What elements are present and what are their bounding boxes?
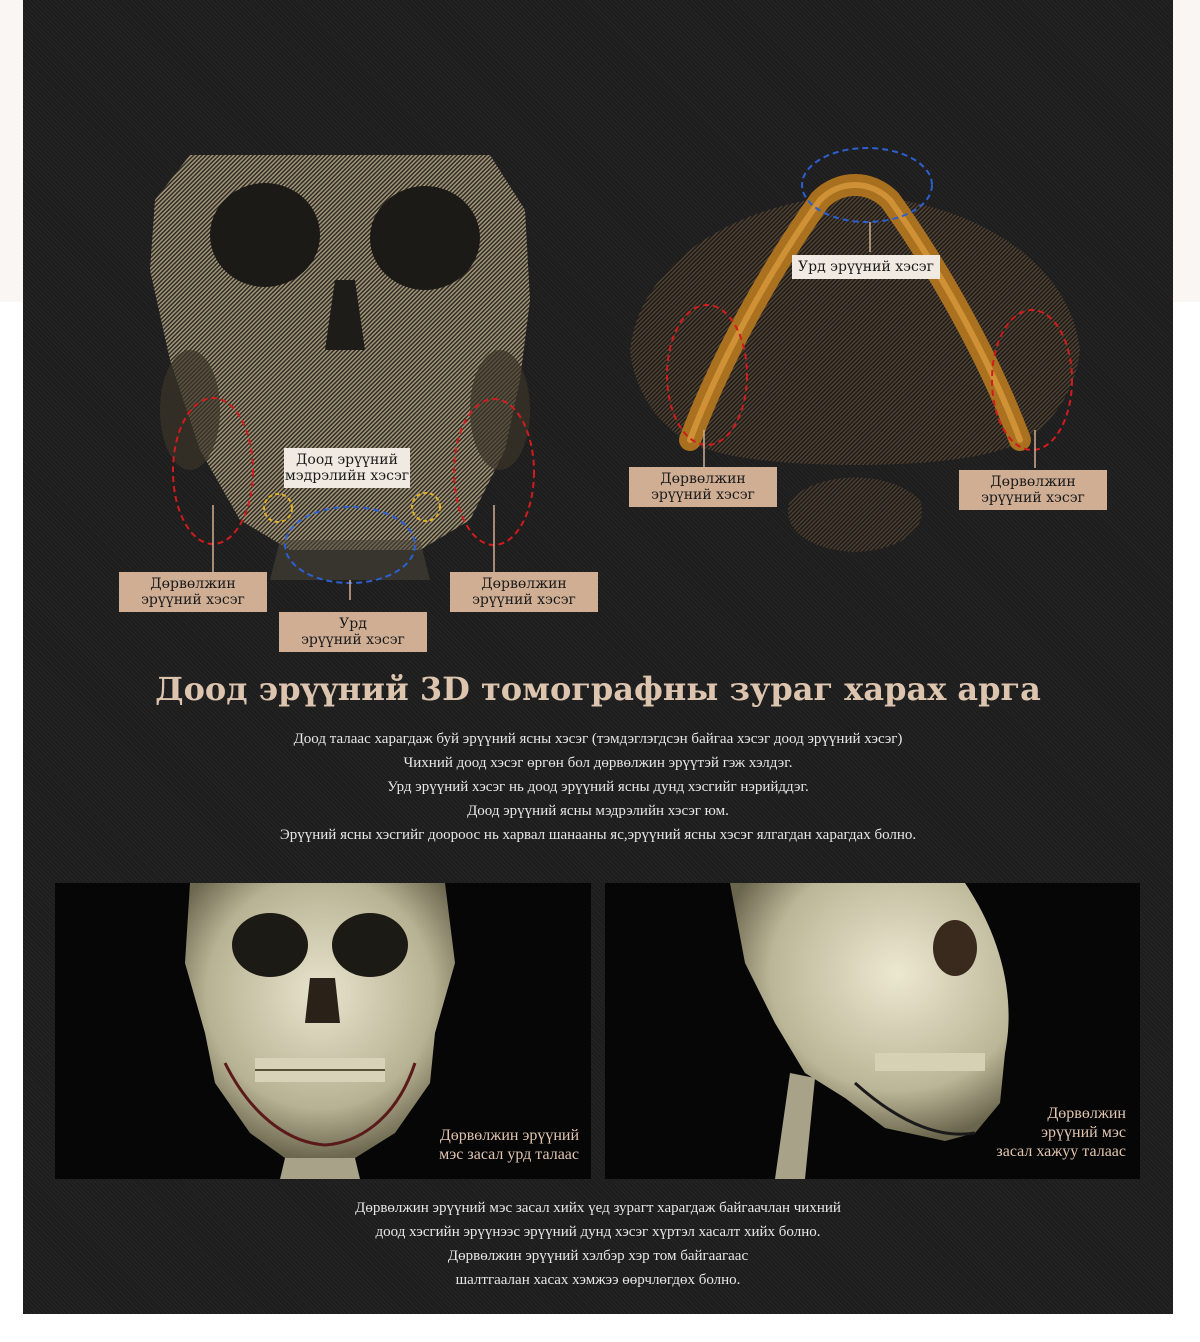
photo-front-view (55, 883, 591, 1179)
description-line: Урд эрүүний хэсэг нь доод эрүүний ясны дунд хэсгийг нэрийддэг. (387, 779, 809, 795)
description-line: Чихний доод хэсэг өргөн бол дөрвөлжин эрүүтэй гэж хэлдэг. (403, 755, 793, 771)
label-square-jaw-left-2: Дөрвөлжин эрүүний хэсэг (629, 467, 777, 507)
label-square-jaw-right-2: Дөрвөлжин эрүүний хэсэг (959, 470, 1107, 510)
label-front-jaw-2: Урд эрүүний хэсэг (792, 255, 940, 279)
label-nerve: Доод эрүүний мэдрэлийн хэсэг (284, 448, 410, 488)
caption-side-view: Дөрвөлжин эрүүний мэс засал хажуу талаас (996, 1105, 1126, 1160)
description-line: Дөрвөлжин эрүүний мэс засал хийх үед зурагт харагдаж байгаачлан чихний (355, 1200, 841, 1216)
description-line: доод хэсгийн эрүүнээс эрүүний дунд хэсэг хүртэл хасалт хийх болно. (375, 1224, 821, 1240)
description-line: шалтгаалан хасах хэмжээ өөрчлөгдөх болно. (455, 1272, 741, 1288)
description-line: Доод эрүүний ясны мэдрэлийн хэсэг юм. (467, 803, 729, 819)
label-square-jaw-right: Дөрвөлжин эрүүний хэсэг (450, 572, 598, 612)
section-title: Доод эрүүний 3D томографны зураг харах арга (155, 670, 1041, 708)
label-square-jaw-left: Дөрвөлжин эрүүний хэсэг (119, 572, 267, 612)
caption-front-view: Дөрвөлжин эрүүний мэс засал урд талаас (439, 1127, 579, 1163)
description-line: Эрүүний ясны хэсгийг доороос нь харвал шанааны яс,эрүүний ясны хэсэг ялгагдан харагдах болно. (279, 827, 917, 843)
description-1 (23, 727, 1173, 847)
skull-front-scan (130, 150, 580, 600)
description-line: Доод талаас харагдаж буй эрүүний ясны хэсэг (тэмдэглэгдсэн байгаа хэсэг доод эрүүний хэсэг) (293, 731, 903, 747)
description-2 (23, 1196, 1173, 1292)
description-line: Дөрвөлжин эрүүний хэлбэр хэр том байгаагаас (447, 1248, 749, 1264)
label-front-jaw: Урд эрүүний хэсэг (279, 612, 427, 652)
photo-side-view (605, 883, 1140, 1179)
